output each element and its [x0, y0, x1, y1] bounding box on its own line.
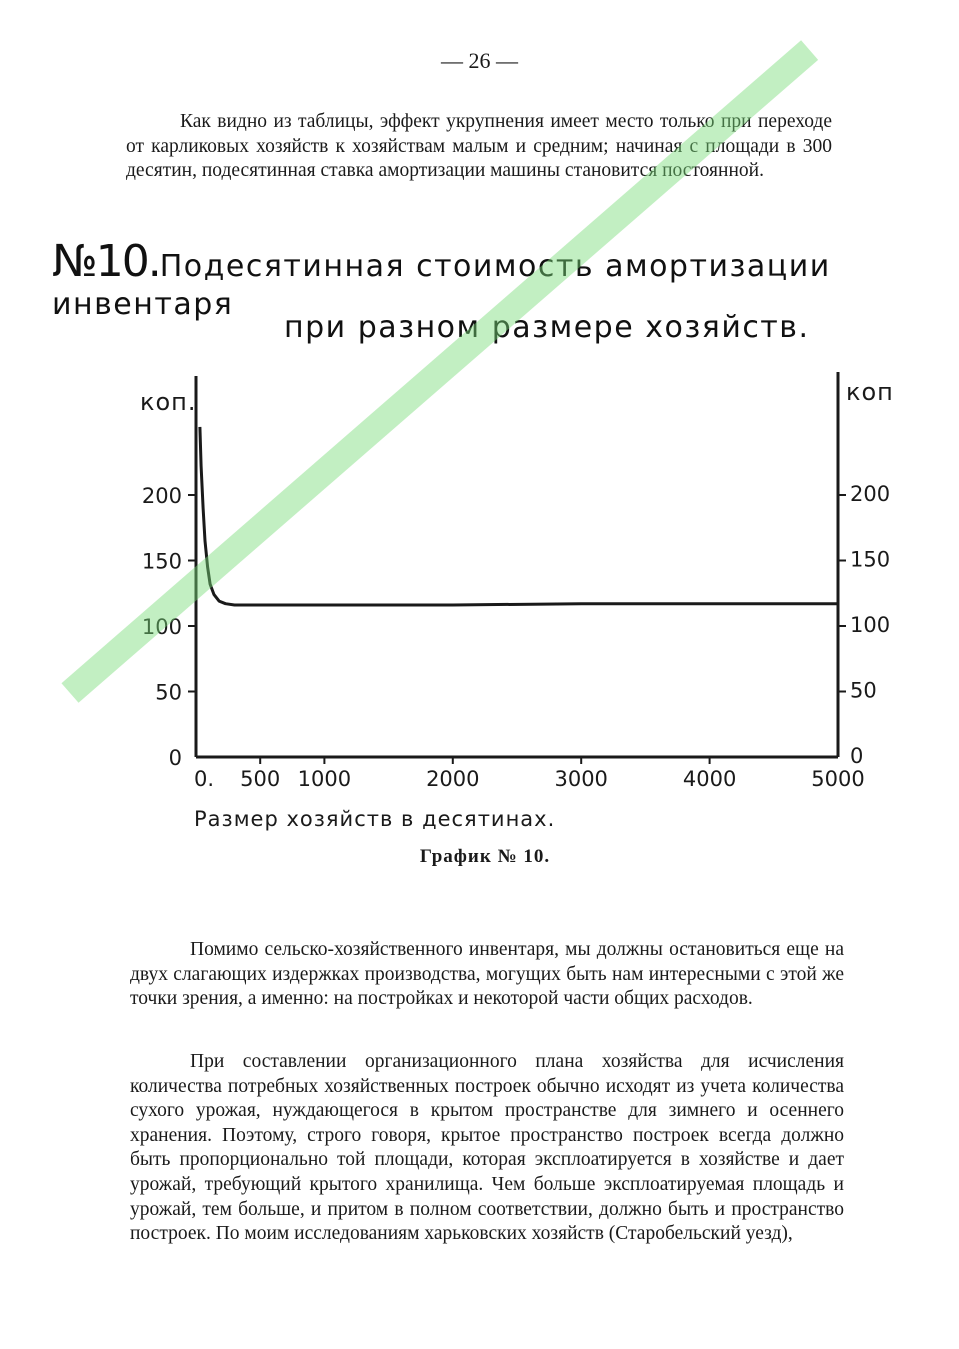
y-tick-label-left: 100 [141, 615, 182, 639]
x-tick-label: 1000 [297, 767, 352, 791]
y-tick-label-right: 200 [850, 482, 891, 506]
chart-title-line2: при разном размере хозяйств. [284, 310, 810, 345]
y-tick-label-right: 150 [850, 547, 891, 572]
x-tick-label: 500 [240, 767, 281, 791]
body-paragraph-2: При составлении организационного плана хозяйства для исчисления количества потребных хозяйственных построек обычно исходят из учета количества сухого урожая, нуждающегося в крытом пространстве для зимнего и осеннего хранения. Поэтому, строго говоря, крытое пространство построек всегда должно быть пропорционально той площади, которая эксплоатируется в хозяйстве и дает урожай, требующий крытого хранилища. Чем больше эксплоатируемая площадь и урожай, тем больше, и притом в полном соответствии, должно быть и пространство построек. По моим исследованиям харьковских хозяйств (Старобельский уезд), [130, 1051, 844, 1245]
y-tick-label-right: 0 [850, 744, 864, 768]
x-tick-label: 4000 [682, 767, 737, 791]
y-tick-label-right: 100 [850, 613, 891, 637]
intro-paragraph: Как видно из таблицы, эффект укрупнения имеет место только при переходе от карликовых хозяйств к хозяйствам малым и средним; начиная с площади в 300 десятин, подесятинная ставка амортизации машины становится постоянной. [126, 111, 832, 182]
series-line [200, 427, 838, 605]
x-tick-label: 3000 [554, 767, 608, 791]
body-paragraph-1: Помимо сельско-хозяйственного инвентаря, мы должны остановиться еще на двух слагающих издержках производства, могущих быть нам интересными с этой же точки зрения, а именно: на постройках и некоторой части общих расходов. [130, 939, 844, 1010]
y-tick-label-left: 150 [141, 549, 182, 574]
y-tick-label-right: 50 [850, 678, 877, 703]
x-axis-label: Размер хозяйств в десятинах. [194, 807, 556, 831]
x-tick-label: 0. [194, 767, 215, 791]
x-tick-label: 5000 [811, 767, 865, 791]
y-tick-label-left: 0 [168, 746, 182, 770]
chart-number: №10. [52, 236, 160, 287]
chart-title-line1: Подесятинная стоимость амортизации инвентаря [52, 249, 831, 322]
x-tick-label: 2000 [426, 767, 480, 791]
page-number: — 26 — [441, 48, 518, 73]
y-unit-left: коп. [140, 388, 197, 416]
y-tick-label-left: 50 [155, 680, 182, 705]
chart-caption: График № 10. [419, 846, 551, 867]
y-tick-label-left: 200 [141, 484, 182, 508]
y-unit-right: коп [846, 378, 894, 406]
